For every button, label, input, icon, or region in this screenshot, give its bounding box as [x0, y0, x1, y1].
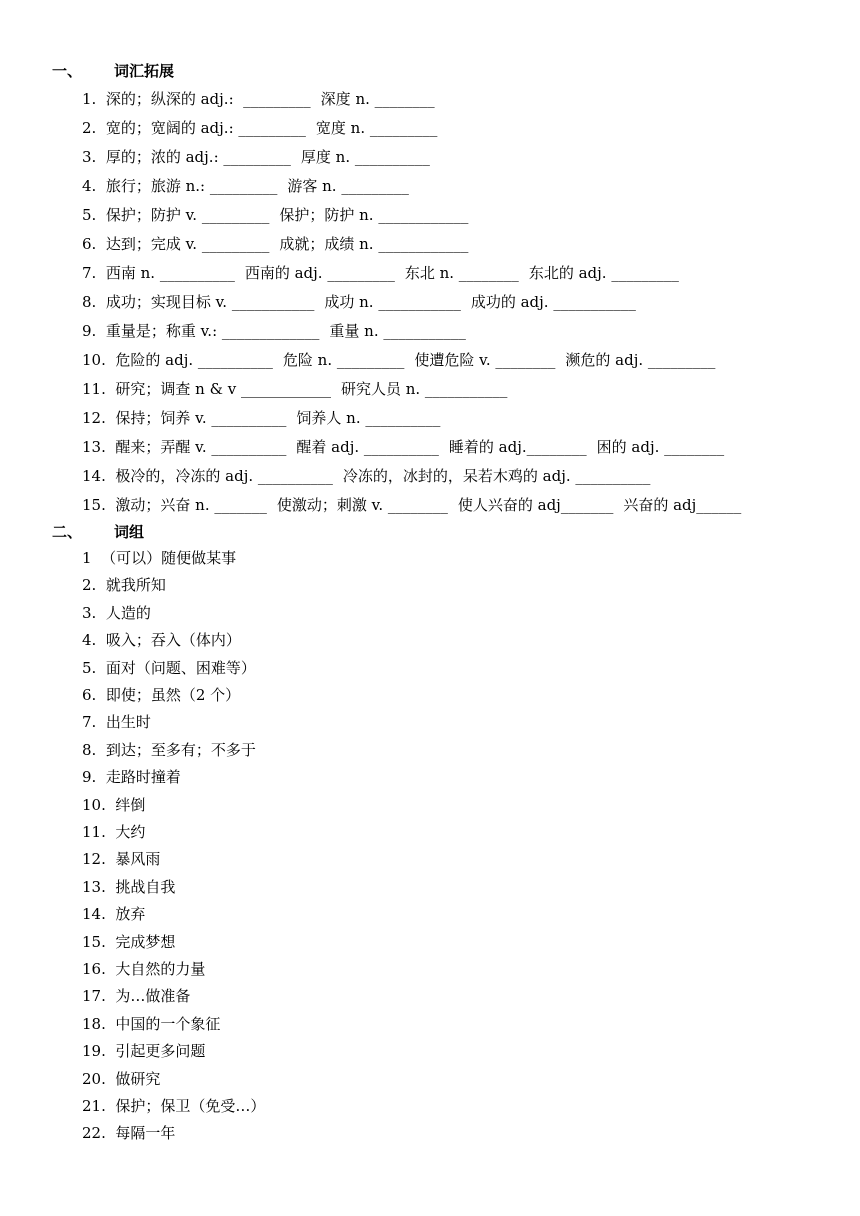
vocab-item-part: 饲养人 n. __________ [296, 409, 441, 427]
vocab-item-part: 使激动；刺激 v. ________ [276, 496, 448, 514]
vocab-item-part: 2. 宽的；宽阔的 adj.: _________ [82, 119, 306, 137]
vocab-item-part: 成功 n. ___________ [324, 293, 461, 311]
section1-title: 词汇拓展 [114, 62, 175, 80]
phrase-item: 18. 中国的一个象征 [82, 1015, 221, 1033]
vocab-item [82, 233, 468, 255]
vocab-item-part: 兴奋的 adj______ [623, 496, 742, 514]
vocab-item-part: 困的 adj. ________ [596, 438, 725, 456]
vocab-item [82, 262, 679, 284]
vocab-item-part: 西南的 adj. _________ [244, 264, 395, 282]
phrase-item: 17. 为…做准备 [82, 987, 191, 1005]
vocab-item-part: 醒着 adj. __________ [296, 438, 439, 456]
vocab-item-part: 游客 n. _________ [287, 177, 409, 195]
vocab-item-part: 7. 西南 n. __________ [82, 264, 235, 282]
vocab-item-part: 5. 保护；防护 v. _________ [82, 206, 270, 224]
vocab-item-part: 东北的 adj. _________ [528, 264, 679, 282]
phrase-item: 22. 每隔一年 [82, 1124, 176, 1142]
vocab-item-part: 6. 达到；完成 v. _________ [82, 235, 270, 253]
vocab-item-part: 东北 n. ________ [404, 264, 519, 282]
phrase-item: 15. 完成梦想 [82, 933, 176, 951]
section2-title: 词组 [114, 523, 145, 541]
vocab-item-part: 11. 研究；调查 n & v ____________ [82, 380, 331, 398]
phrase-item: 6. 即使；虽然（2 个） [82, 686, 241, 704]
phrase-item: 19. 引起更多问题 [82, 1042, 206, 1060]
vocab-item-part: 厚度 n. __________ [300, 148, 430, 166]
vocab-item-part: 睡着的 adj.________ [448, 438, 587, 456]
vocab-item-part: 14. 极冷的，冷冻的 adj. __________ [82, 467, 333, 485]
vocab-item [82, 291, 636, 313]
phrase-item: 12. 暴风雨 [82, 850, 161, 868]
section2-number: 二、 [52, 523, 83, 541]
vocab-item-part: 13. 醒来；弄醒 v. __________ [82, 438, 287, 456]
vocab-item-part: 宽度 n. _________ [315, 119, 438, 137]
phrase-item: 9. 走路时撞着 [82, 768, 181, 786]
vocab-item [82, 378, 507, 400]
vocab-item-part: 8. 成功；实现目标 v. ___________ [82, 293, 315, 311]
vocab-item [82, 320, 466, 342]
phrase-item: 2. 就我所知 [82, 576, 166, 594]
phrase-item: 3. 人造的 [82, 604, 151, 622]
vocab-item-part: 9. 重量是；称重 v.: _____________ [82, 322, 320, 340]
vocab-item-part: 研究人员 n. ___________ [340, 380, 508, 398]
vocab-item-part: 深度 n. ________ [320, 90, 435, 108]
vocab-item-part: 冷冻的，冰封的，呆若木鸡的 adj. __________ [342, 467, 651, 485]
phrase-item: 10. 绊倒 [82, 796, 146, 814]
vocab-item [82, 436, 724, 458]
vocab-item-part: 濒危的 adj. _________ [565, 351, 716, 369]
vocab-item [82, 175, 409, 197]
vocab-item [82, 349, 715, 371]
vocab-item-part: 4. 旅行；旅游 n.: _________ [82, 177, 278, 195]
vocab-item-part: 15. 激动；兴奋 n. _______ [82, 496, 267, 514]
phrase-item: 21. 保护；保卫（免受…） [82, 1097, 266, 1115]
vocab-item-part: 使遭危险 v. ________ [414, 351, 556, 369]
phrase-item: 1 （可以）随便做某事 [82, 549, 237, 567]
phrase-item: 13. 挑战自我 [82, 878, 176, 896]
vocab-item-part: 保护；防护 n. ____________ [279, 206, 469, 224]
section2-heading [52, 521, 144, 543]
vocab-item-part: 1. 深的；纵深的 adj.: _________ [82, 90, 311, 108]
vocab-item [82, 494, 741, 516]
section1-number: 一、 [52, 62, 83, 80]
vocab-item [82, 88, 435, 110]
phrase-item: 14. 放弃 [82, 905, 146, 923]
phrase-item: 4. 吸入；吞入（体内） [82, 631, 241, 649]
vocab-item-part: 危险 n. _________ [282, 351, 405, 369]
section1-heading [52, 60, 174, 82]
vocab-item-part: 使人兴奋的 adj_______ [457, 496, 614, 514]
vocab-item [82, 117, 437, 139]
vocab-item-part: 成功的 adj. ___________ [470, 293, 636, 311]
vocab-item [82, 204, 468, 226]
vocab-item-part: 3. 厚的；浓的 adj.: _________ [82, 148, 291, 166]
vocab-item [82, 465, 650, 487]
phrase-item: 7. 出生时 [82, 713, 151, 731]
phrase-item: 8. 到达；至多有；不多于 [82, 741, 256, 759]
vocab-item-part: 重量 n. ___________ [329, 322, 466, 340]
phrase-item: 20. 做研究 [82, 1070, 161, 1088]
phrase-item: 5. 面对（问题、困难等） [82, 659, 256, 677]
phrase-item: 11. 大约 [82, 823, 146, 841]
vocab-item-part: 10. 危险的 adj. __________ [82, 351, 273, 369]
vocab-item-part: 成就；成绩 n. ____________ [279, 235, 469, 253]
phrase-item: 16. 大自然的力量 [82, 960, 206, 978]
vocab-item [82, 146, 430, 168]
vocab-item [82, 407, 440, 429]
vocab-item-part: 12. 保持；饲养 v. __________ [82, 409, 287, 427]
